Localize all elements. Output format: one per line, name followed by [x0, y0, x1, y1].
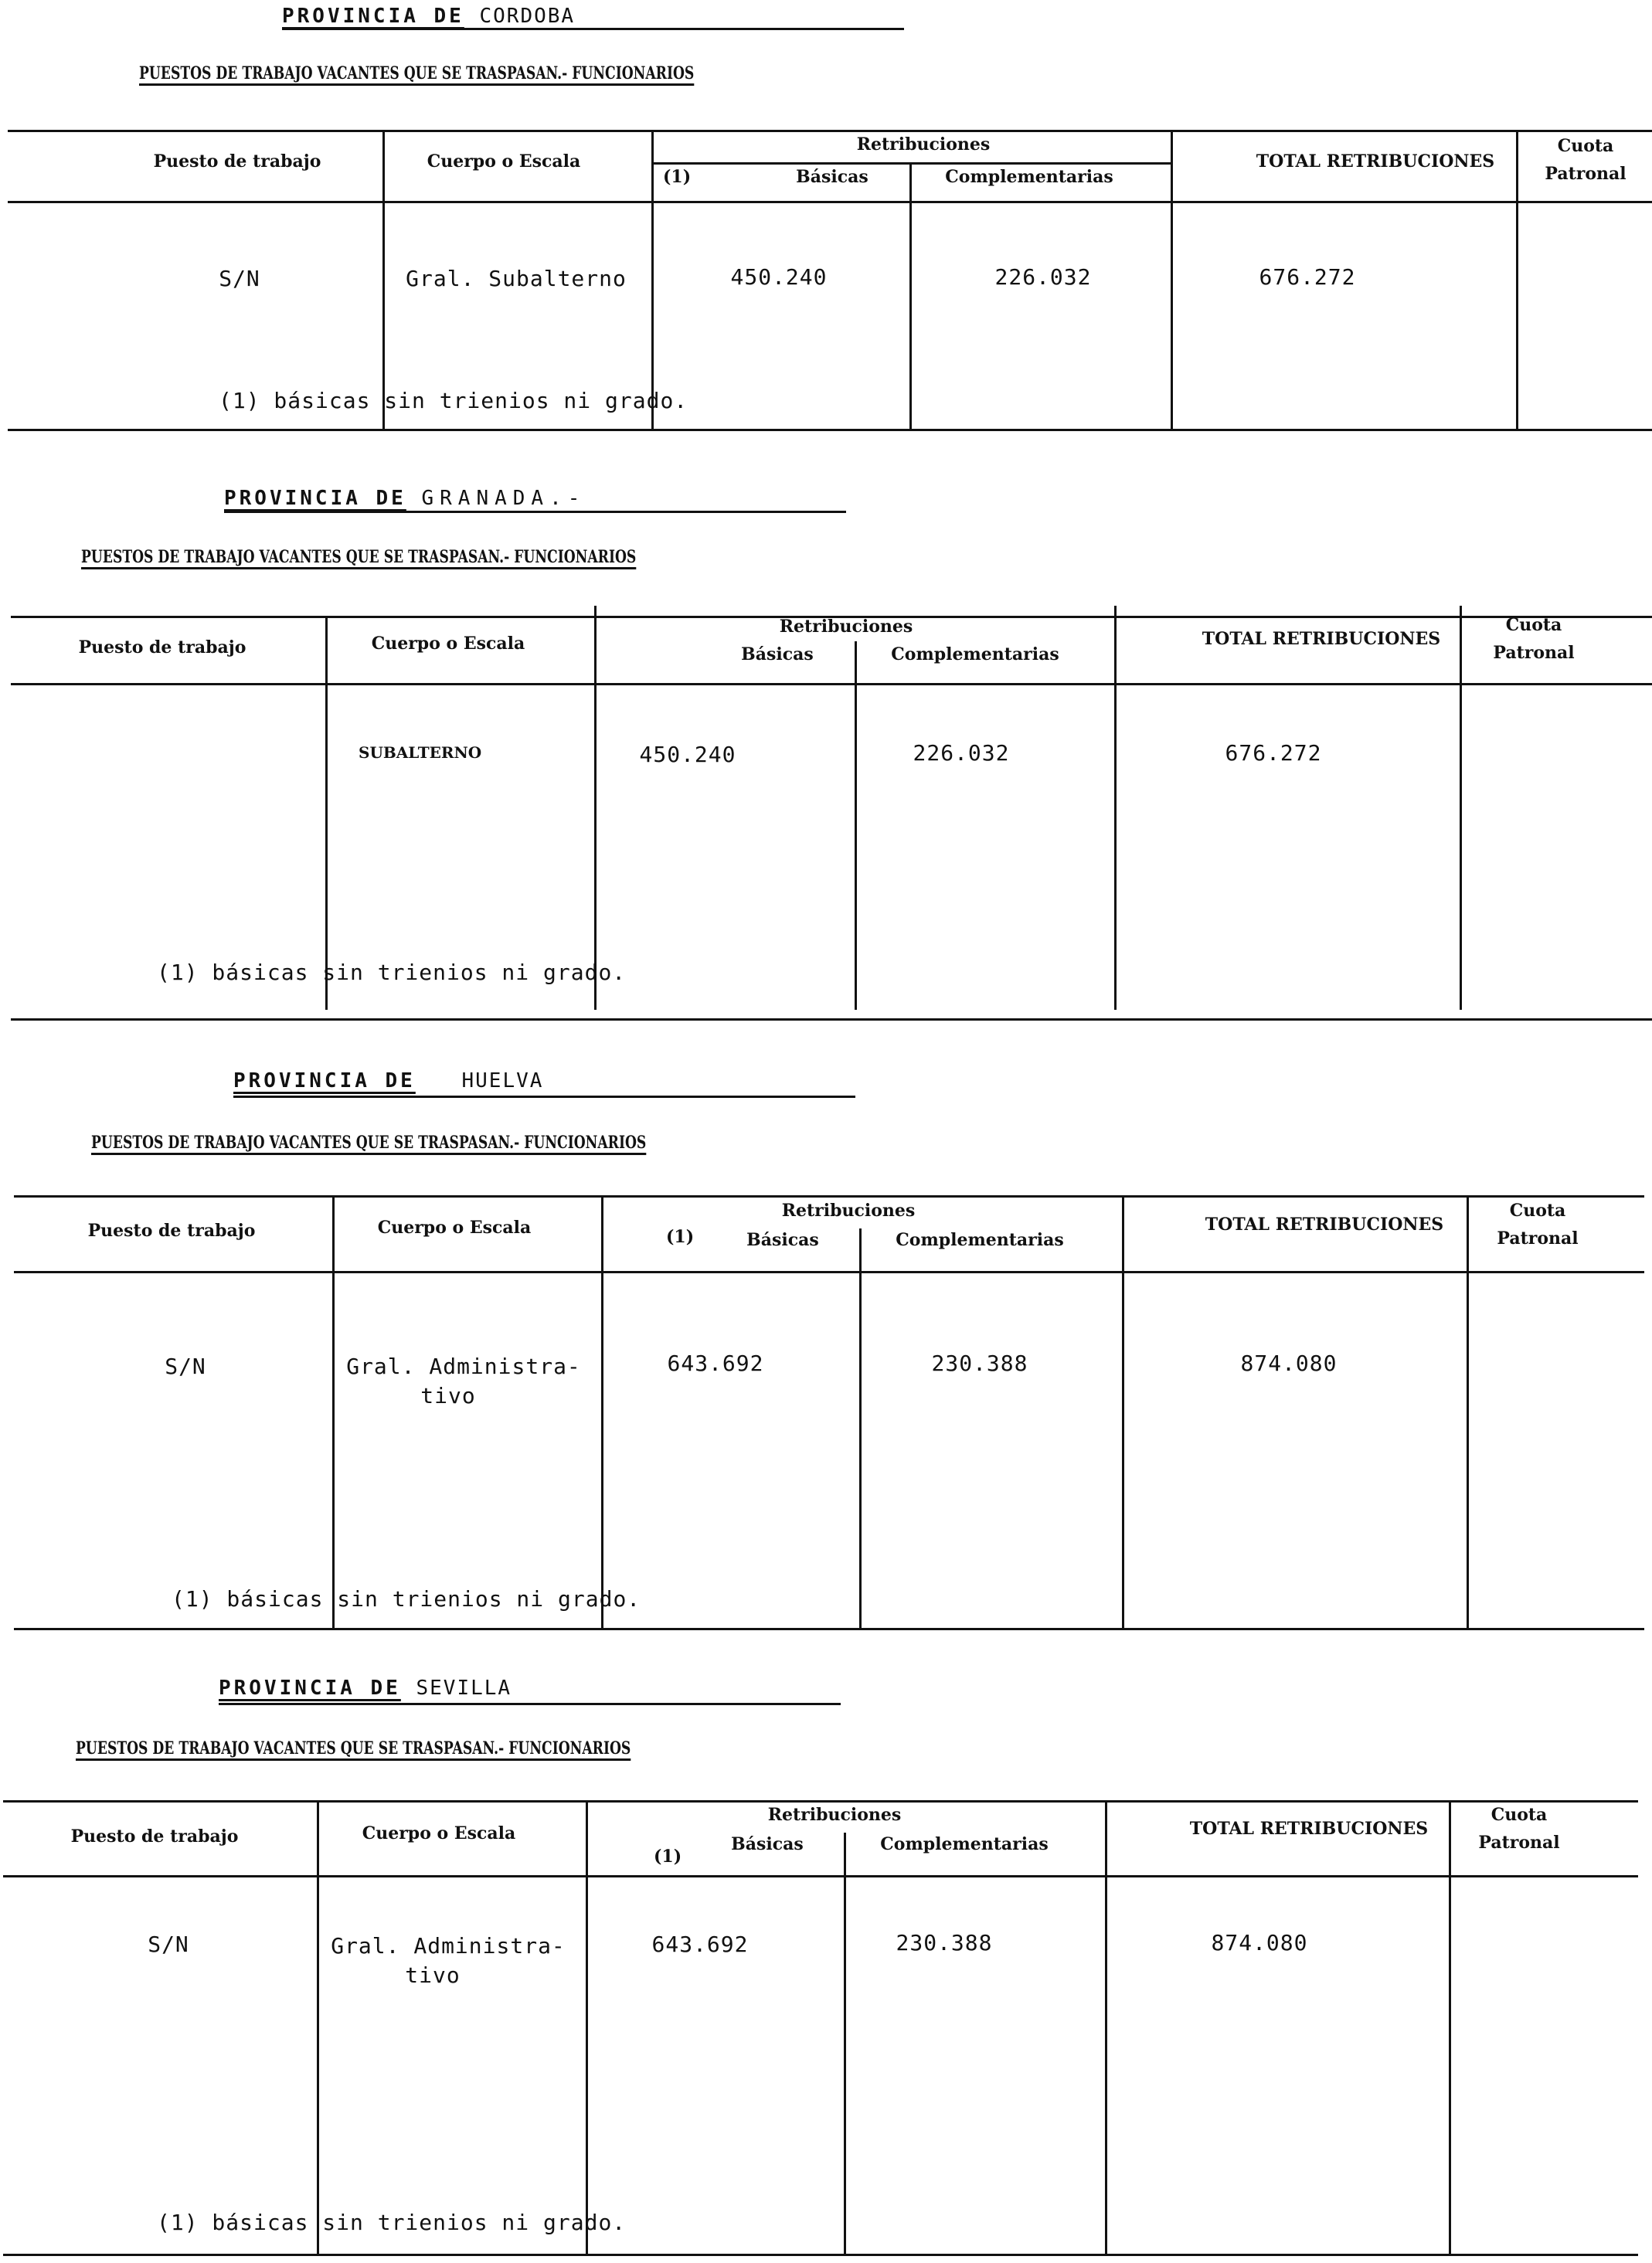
cell-basicas: 450.240 — [730, 264, 828, 290]
footnote: (1) básicas sin trienios ni grado. — [172, 1586, 641, 1612]
footnote: (1) básicas sin trienios ni grado. — [219, 388, 688, 413]
header-ref: (1) — [663, 167, 692, 187]
cell-puesto: S/N — [219, 266, 260, 291]
cell-cuerpo: Gral. Subalterno — [406, 266, 627, 291]
header-cuota: Cuota — [1491, 1805, 1548, 1825]
header-complementarias: Complementarias — [896, 1230, 1064, 1250]
cell-total: 676.272 — [1259, 264, 1356, 290]
header-retribuciones: Retribuciones — [767, 1805, 902, 1825]
header-complementarias: Complementarias — [945, 167, 1113, 187]
province-name: HUELVA — [461, 1069, 544, 1092]
cell-cuerpo-cont: tivo — [420, 1383, 476, 1408]
cell-complementarias: 226.032 — [913, 740, 1010, 766]
header-patronal: Patronal — [1545, 164, 1627, 184]
province-name: GRANADA.- — [421, 487, 586, 510]
cell-basicas: 643.692 — [651, 1932, 749, 1957]
header-retribuciones: Retribuciones — [856, 134, 991, 155]
cell-total: 874.080 — [1211, 1930, 1308, 1955]
cell-puesto: S/N — [165, 1354, 206, 1379]
header-total: TOTAL RETRIBUCIONES — [1189, 1819, 1429, 1839]
province-name: SEVILLA — [416, 1677, 512, 1700]
header-cuerpo: Cuerpo o Escala — [362, 1823, 516, 1843]
cell-basicas: 450.240 — [639, 742, 736, 767]
header-cuota: Cuota — [1505, 615, 1562, 635]
section-subtitle: PUESTOS DE TRABAJO VACANTES QUE SE TRASPASAN.- FUNCIONARIOS — [139, 63, 695, 83]
header-ref: (1) — [666, 1227, 695, 1247]
header-complementarias: Complementarias — [891, 644, 1059, 664]
header-total: TOTAL RETRIBUCIONES — [1202, 629, 1441, 649]
cell-puesto: S/N — [148, 1932, 189, 1957]
header-puesto: Puesto de trabajo — [87, 1221, 256, 1241]
cell-basicas: 643.692 — [667, 1351, 764, 1376]
header-total: TOTAL RETRIBUCIONES — [1205, 1215, 1444, 1235]
header-basicas: Básicas — [796, 167, 868, 187]
province-title — [219, 1677, 512, 1700]
province-name: CORDOBA — [479, 5, 576, 28]
section-subtitle: PUESTOS DE TRABAJO VACANTES QUE SE TRASPASAN.- FUNCIONARIOS — [91, 1133, 647, 1153]
header-puesto: Puesto de trabajo — [153, 151, 321, 172]
header-cuerpo: Cuerpo o Escala — [427, 151, 581, 172]
header-retribuciones: Retribuciones — [781, 1201, 916, 1221]
header-basicas: Básicas — [741, 644, 814, 664]
header-cuota: Cuota — [1557, 136, 1614, 156]
cell-cuerpo: Gral. Administra- — [331, 1933, 566, 1959]
header-basicas: Básicas — [746, 1230, 819, 1250]
section-subtitle: PUESTOS DE TRABAJO VACANTES QUE SE TRASPASAN.- FUNCIONARIOS — [81, 547, 637, 567]
header-ref: (1) — [654, 1847, 682, 1867]
header-cuerpo: Cuerpo o Escala — [371, 634, 525, 654]
footnote: (1) básicas sin trienios ni grado. — [157, 960, 627, 985]
header-patronal: Patronal — [1493, 643, 1575, 663]
cell-total: 874.080 — [1240, 1351, 1338, 1376]
header-patronal: Patronal — [1478, 1833, 1560, 1853]
header-retribuciones: Retribuciones — [779, 617, 913, 637]
title-underline — [219, 1703, 841, 1705]
header-puesto: Puesto de trabajo — [70, 1826, 239, 1847]
header-basicas: Básicas — [731, 1834, 804, 1854]
header-puesto: Puesto de trabajo — [78, 637, 246, 657]
cell-cuerpo-cont: tivo — [405, 1962, 461, 1988]
header-cuerpo: Cuerpo o Escala — [377, 1218, 532, 1238]
header-complementarias: Complementarias — [880, 1834, 1049, 1854]
footnote: (1) básicas sin trienios ni grado. — [157, 2210, 627, 2235]
province-prefix: PROVINCIA DE — [282, 5, 464, 28]
cell-total: 676.272 — [1225, 740, 1322, 766]
cell-complementarias: 230.388 — [896, 1930, 993, 1955]
province-prefix: PROVINCIA DE — [233, 1069, 416, 1092]
section-subtitle: PUESTOS DE TRABAJO VACANTES QUE SE TRASPASAN.- FUNCIONARIOS — [76, 1738, 631, 1758]
cell-cuerpo: SUBALTERNO — [359, 743, 482, 762]
cell-complementarias: 226.032 — [994, 264, 1092, 290]
province-prefix: PROVINCIA DE — [224, 487, 406, 510]
cell-cuerpo: Gral. Administra- — [346, 1354, 581, 1379]
header-cuota: Cuota — [1509, 1201, 1566, 1221]
header-total: TOTAL RETRIBUCIONES — [1256, 151, 1495, 172]
header-patronal: Patronal — [1497, 1228, 1579, 1249]
province-prefix: PROVINCIA DE — [219, 1677, 401, 1700]
cell-complementarias: 230.388 — [931, 1351, 1028, 1376]
